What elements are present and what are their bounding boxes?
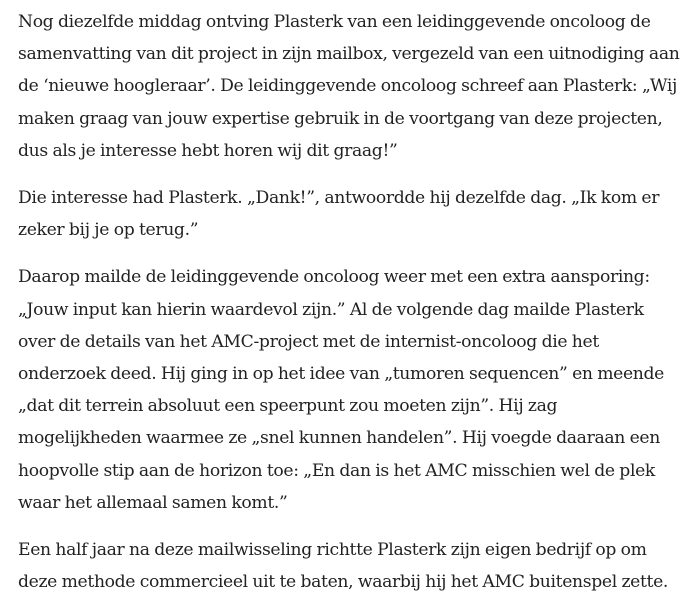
paragraph-3: Daarop mailde de leidinggevende oncoloog weer met een extra aansporing: „Jouw input kan hierin waardevol zijn.” Al de volgende dag mailde Plasterk over de details van het AMC-project met de internist-oncoloog die het onderzoek deed. Hij ging in op het idee van „tumoren sequencen” en meende „dat dit terrein absoluut een speerpunt zou moeten zijn”. Hij zag mogelijkheden waarmee ze „snel kunnen handelen”. Hij voegde daaraan een hoopvolle stip aan de horizon toe: „En dan is het AMC misschien wel de plek waar het allemaal samen komt.” [18, 267, 665, 513]
paragraph-2: Die interesse had Plasterk. „Dank!”, antwoordde hij dezelfde dag. „Ik kom er zeker bij je op terug.” [18, 188, 660, 241]
paragraph-4: Een half jaar na deze mailwisseling richtte Plasterk zijn eigen bedrijf op om deze methode commercieel uit te baten, waarbij hij het AMC buitenspel zette. [18, 540, 669, 593]
paragraph-1: Nog diezelfde middag ontving Plasterk van een leidinggevende oncoloog de samenvatting van dit project in zijn mailbox, vergezeld van een uitnodiging aan de ‘nieuwe hoogleraar’. De leidinggevende oncoloog schreef aan Plasterk: „Wij maken graag van jouw expertise gebruik in de voortgang van deze projecten, dus als je interesse hebt horen wij dit graag!” [18, 12, 680, 161]
